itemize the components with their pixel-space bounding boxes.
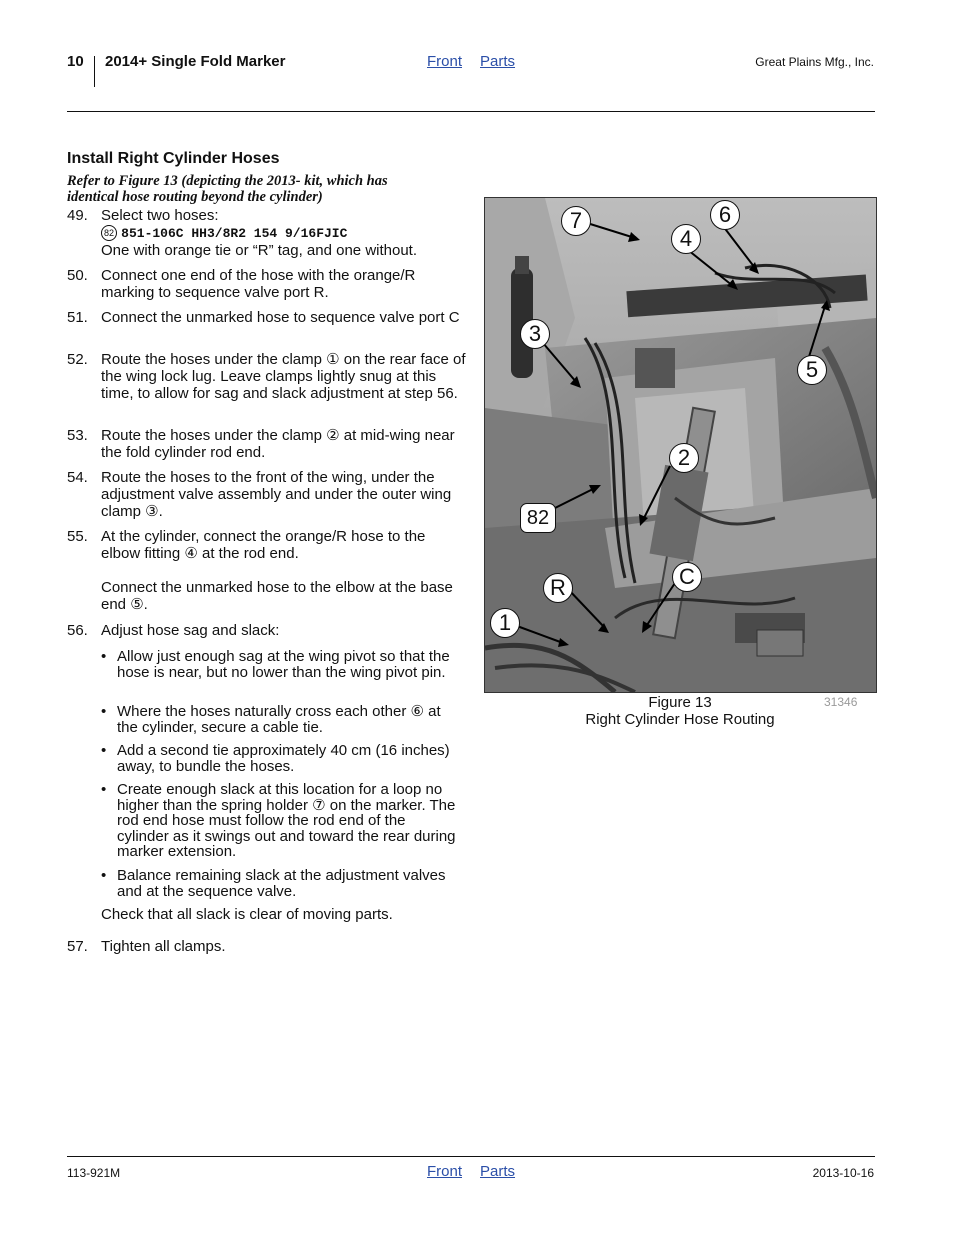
bullet-dot: • [101, 703, 107, 720]
step-57 [67, 938, 467, 955]
section-title: Install Right Cylinder Hoses [67, 150, 280, 167]
callout-4: 4 [671, 224, 701, 254]
bullet-item [101, 743, 461, 774]
step-number: 56. [67, 622, 88, 639]
callout-5: 5 [797, 355, 827, 385]
footer-rule [67, 1156, 875, 1157]
step-text: Route the hoses under the clamp ① on the rear face of the wing lock lug. Leave clamps lightly snug at this time, to allow for sag and slack adjustment at step 56. [101, 351, 466, 402]
step-text: Select two hoses: [101, 207, 219, 224]
callout-7: 7 [561, 206, 591, 236]
step-text: Tighten all clamps. [101, 938, 226, 955]
step-51 [67, 309, 467, 326]
bullet-item [101, 868, 461, 899]
company-name: Great Plains Mfg., Inc. [755, 55, 874, 69]
step-number: 53. [67, 427, 88, 444]
bullet-item [101, 704, 461, 735]
step-55 [67, 528, 467, 613]
callout-82-marker: 82 [101, 225, 117, 241]
document-number: 113-921M [67, 1166, 121, 1180]
figure-number: Figure 13 [648, 694, 712, 711]
callout-3: 3 [520, 319, 550, 349]
step-text: At the cylinder, connect the orange/R hose to the elbow fitting ④ at the rod end. [101, 528, 426, 562]
bullet-dot: • [101, 781, 107, 798]
step-number: 54. [67, 469, 88, 486]
part-number: 851-106C HH3/8R2 154 9/16FJIC [121, 226, 348, 241]
step-text: Route the hoses to the front of the wing, under the adjustment valve assembly and under the outer wing clamp ③. [101, 469, 452, 520]
figure-photo [484, 197, 877, 693]
step-number: 55. [67, 528, 88, 545]
document-date: 2013-10-16 [812, 1166, 874, 1180]
step-53 [67, 427, 467, 461]
figure-caption [560, 694, 800, 728]
step-text: Connect the unmarked hose to sequence valve port C [101, 309, 460, 326]
step-text: Route the hoses under the clamp ② at mid-wing near the fold cylinder rod end. [101, 427, 455, 461]
document-title: 2014+ Single Fold Marker [105, 53, 286, 70]
bullet-text: Balance remaining slack at the adjustment valves and at the sequence valve. [117, 867, 446, 900]
bullet-dot: • [101, 867, 107, 884]
header-divider [94, 56, 95, 87]
callout-r: R [543, 573, 573, 603]
step-52 [67, 351, 467, 402]
bullet-dot: • [101, 742, 107, 759]
check-note: Check that all slack is clear of moving parts. [101, 906, 393, 923]
header-rule [67, 111, 875, 112]
bullet-item [101, 649, 461, 680]
step-49 [67, 207, 467, 259]
bullet-item [101, 782, 461, 860]
bullet-text: Where the hoses naturally cross each other ⑥ at the cylinder, secure a cable tie. [117, 703, 441, 736]
page-number: 10 [67, 53, 84, 70]
step-detail: Connect the unmarked hose to the elbow at the base end ⑤. [101, 579, 453, 613]
callout-6: 6 [710, 200, 740, 230]
step-number: 57. [67, 938, 88, 955]
step-number: 49. [67, 207, 88, 224]
figure-image-id: 31346 [824, 695, 858, 709]
footer-front-link[interactable]: Front [427, 1163, 463, 1180]
header-parts-link[interactable]: Parts [480, 53, 516, 70]
callout-c: C [672, 562, 702, 592]
bullet-text: Add a second tie approximately 40 cm (16 inches) away, to bundle the hoses. [117, 742, 450, 775]
bullet-text: Allow just enough sag at the wing pivot so that the hose is near, but no lower than the wing pivot pin. [117, 648, 450, 681]
bullet-text: Create enough slack at this location for a loop no higher than the spring holder ⑦ on the marker. The rod end hose must follow the rod end of the cylinder as it swings out and toward the rear during marker extension. [117, 781, 456, 860]
reference-note: Refer to Figure 13 (depicting the 2013- kit, which has identical hose routing beyond the cylinder) [67, 173, 388, 205]
step-54 [67, 469, 467, 520]
header-front-link[interactable]: Front [427, 53, 463, 70]
figure-title: Right Cylinder Hose Routing [585, 711, 775, 728]
callout-1: 1 [490, 608, 520, 638]
step-text: Adjust hose sag and slack: [101, 622, 280, 639]
callout-2: 2 [669, 443, 699, 473]
step-50 [67, 267, 467, 301]
footer-parts-link[interactable]: Parts [480, 1163, 516, 1180]
step-number: 50. [67, 267, 88, 284]
part-line [101, 224, 467, 242]
step-number: 51. [67, 309, 88, 326]
callout-82: 82 [520, 503, 556, 533]
bullet-dot: • [101, 648, 107, 665]
step-detail: One with orange tie or “R” tag, and one without. [101, 242, 418, 259]
step-text: Connect one end of the hose with the orange/R marking to sequence valve port R. [101, 267, 416, 301]
step-56 [67, 622, 467, 639]
step-number: 52. [67, 351, 88, 368]
